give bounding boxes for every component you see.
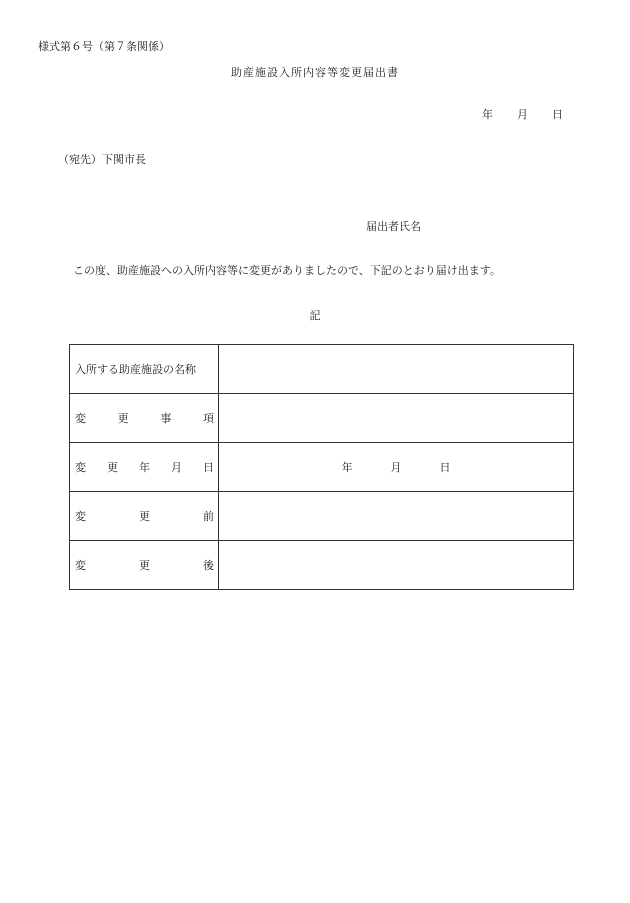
label-char: 年	[139, 461, 150, 474]
label-char: 日	[203, 461, 214, 474]
change-date-year-unit: 年	[341, 461, 353, 474]
submission-date-line	[482, 106, 563, 122]
table-row	[70, 443, 574, 492]
label-char: 項	[202, 412, 214, 425]
row-label-before-change	[70, 492, 219, 541]
row-label-change-date	[70, 443, 219, 492]
label-char: 事	[160, 412, 172, 425]
row-label-change-items	[70, 394, 219, 443]
date-day-unit: 日	[552, 108, 563, 121]
change-items-field[interactable]	[219, 394, 574, 443]
change-details-table	[69, 344, 574, 590]
table-row	[70, 345, 574, 394]
table-row	[70, 492, 574, 541]
label-char: 後	[203, 559, 214, 572]
facility-name-field[interactable]	[219, 345, 574, 394]
label-char: 変	[75, 412, 86, 425]
label-char: 前	[203, 510, 214, 523]
document-title: 助産施設入所内容等変更届出書	[231, 66, 399, 79]
table-row	[70, 541, 574, 590]
label-char: 更	[139, 559, 150, 572]
applicant-name-label: 届出者氏名	[366, 220, 421, 233]
label-char: 更	[107, 461, 118, 474]
before-change-field[interactable]	[219, 492, 574, 541]
form-number-label: 様式第６号（第７条関係）	[38, 40, 170, 53]
label-char: 月	[171, 461, 182, 474]
label-char: 更	[117, 412, 129, 425]
label-char: 変	[75, 461, 86, 474]
change-date-month-unit: 月	[390, 461, 402, 474]
after-change-field[interactable]	[219, 541, 574, 590]
label-char: 更	[139, 510, 150, 523]
ki-heading: 記	[309, 309, 321, 322]
notification-body-text: この度、助産施設への入所内容等に変更がありましたので、下記のとおり届け出ます。	[73, 264, 501, 277]
row-label-after-change	[70, 541, 219, 590]
change-date-day-unit: 日	[439, 461, 451, 474]
date-month-unit: 月	[517, 108, 528, 121]
label-char: 変	[75, 559, 86, 572]
table-row	[70, 394, 574, 443]
addressee: （宛先）下関市長	[58, 153, 146, 166]
date-year-unit: 年	[482, 108, 493, 121]
change-date-field[interactable]	[219, 443, 574, 492]
row-label-facility-name	[70, 345, 219, 394]
row-label-text: 入所する助産施設の名称	[75, 363, 196, 376]
label-char: 変	[75, 510, 86, 523]
